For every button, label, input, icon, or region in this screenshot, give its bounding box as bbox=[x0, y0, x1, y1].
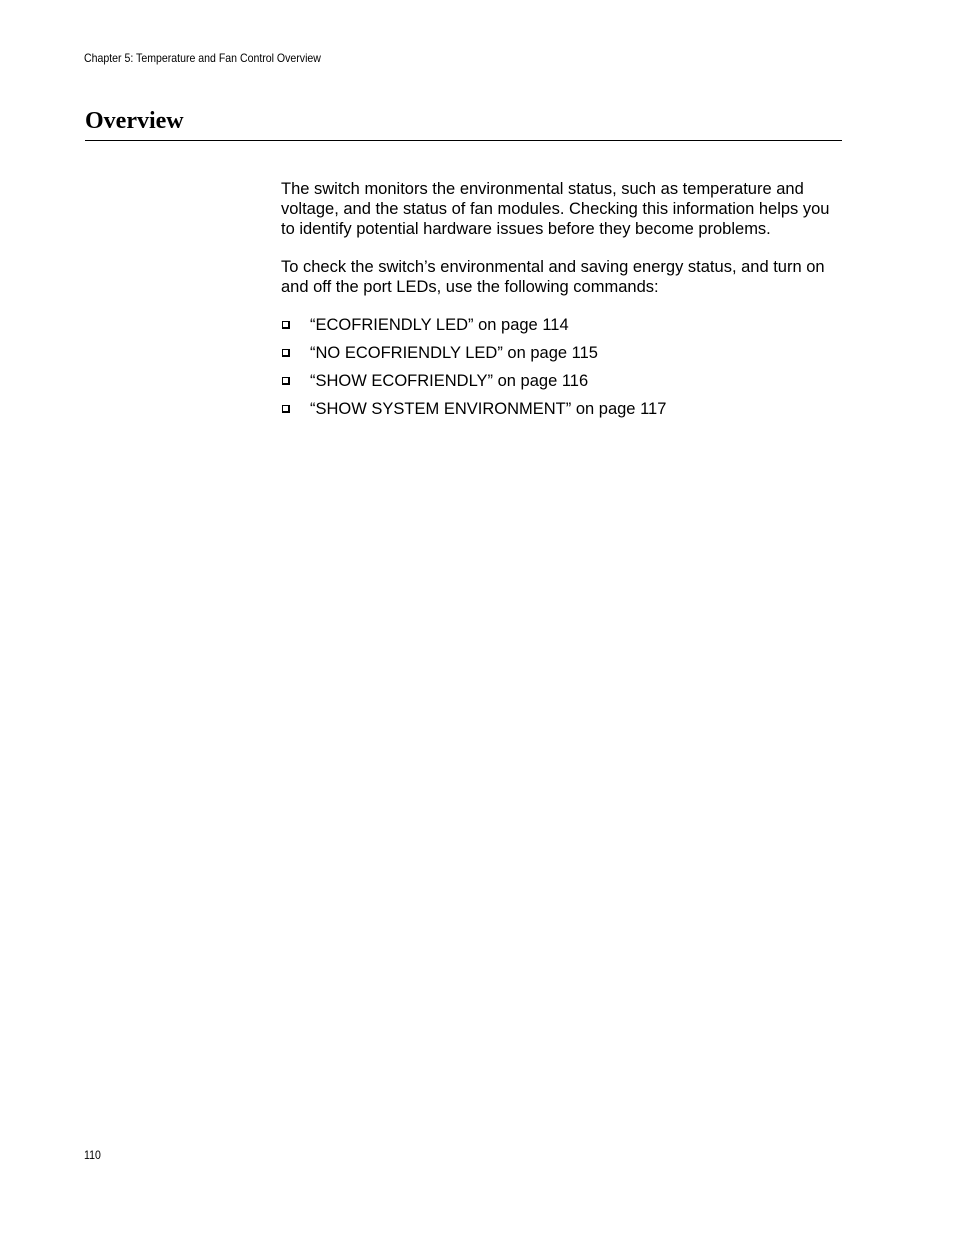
command-link-label[interactable]: “SHOW ECOFRIENDLY” on page 116 bbox=[310, 372, 589, 390]
command-link-ecofriendly-led[interactable] bbox=[281, 315, 841, 343]
intro-paragraph: The switch monitors the environmental status, such as temperature and voltage, and the status of fan modules. Checking this information helps you to identify potential hardware issues before they become problems. bbox=[281, 180, 830, 238]
command-link-no-ecofriendly-led[interactable] bbox=[281, 343, 841, 371]
command-link-show-ecofriendly[interactable] bbox=[281, 371, 841, 399]
hollow-square-bullet-icon bbox=[282, 349, 290, 357]
command-link-label[interactable]: “SHOW SYSTEM ENVIRONMENT” on page 117 bbox=[310, 400, 667, 418]
commands-intro-paragraph: To check the switch’s environmental and saving energy status, and turn on and off the port LEDs, use the following commands: bbox=[281, 258, 825, 296]
command-link-show-system-environment[interactable] bbox=[281, 399, 841, 427]
running-header: Chapter 5: Temperature and Fan Control Overview bbox=[84, 51, 321, 65]
section-body bbox=[281, 179, 841, 427]
hollow-square-bullet-icon bbox=[282, 405, 290, 413]
hollow-square-bullet-icon bbox=[282, 377, 290, 385]
command-link-label[interactable]: “NO ECOFRIENDLY LED” on page 115 bbox=[310, 344, 598, 362]
command-link-label[interactable]: “ECOFRIENDLY LED” on page 114 bbox=[310, 316, 569, 334]
page-number: 110 bbox=[84, 1148, 101, 1162]
section-title: Overview bbox=[85, 108, 184, 134]
hollow-square-bullet-icon bbox=[282, 321, 290, 329]
title-divider bbox=[85, 140, 842, 141]
command-link-list bbox=[281, 315, 841, 427]
